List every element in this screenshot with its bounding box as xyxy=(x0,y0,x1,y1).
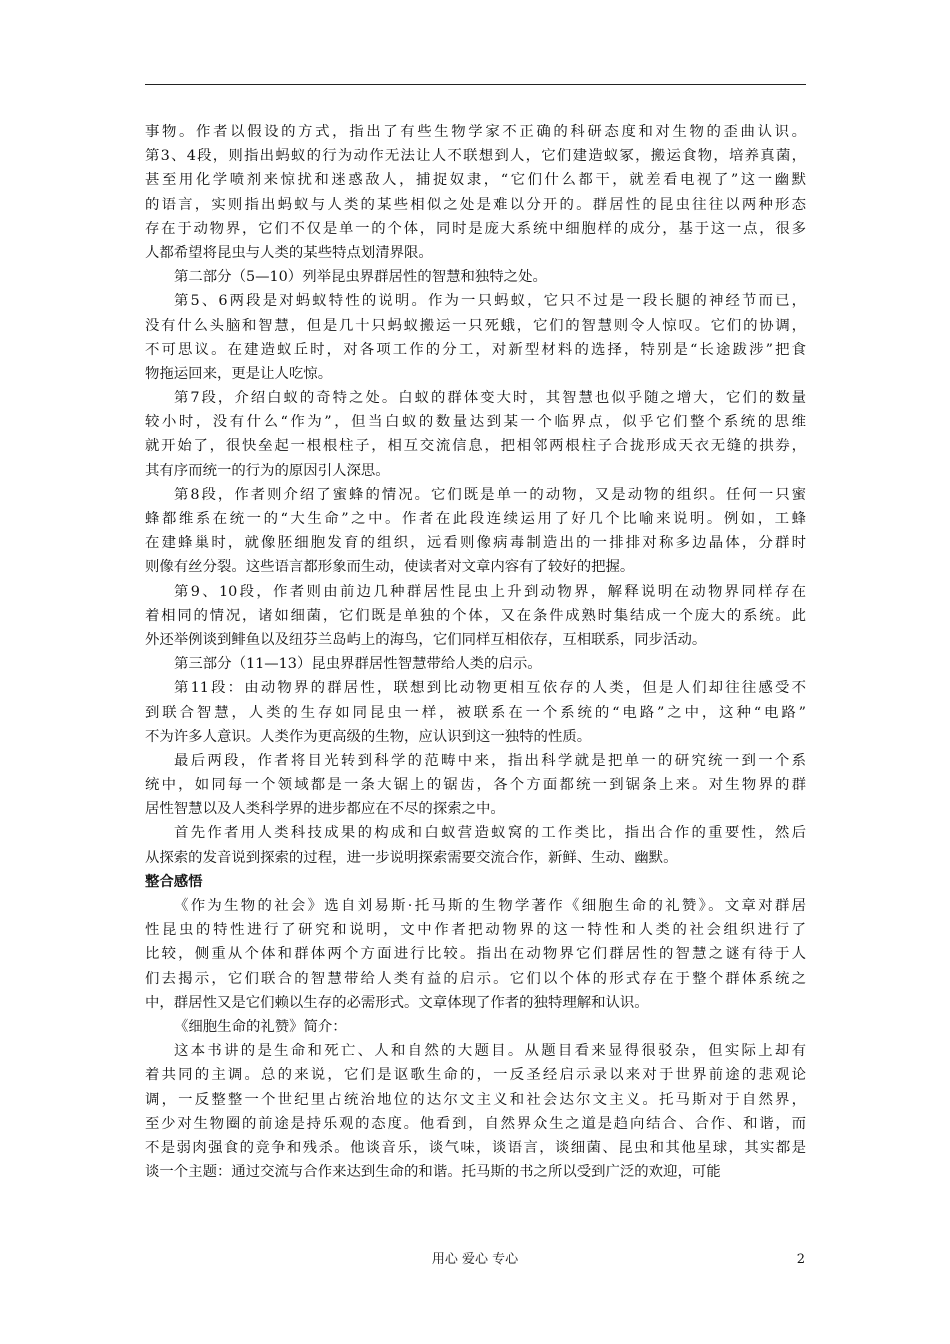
text-line: 调，一反整整一个世纪里占统治地位的达尔文主义和社会达尔文主义。托马斯对于自然界， xyxy=(145,1091,806,1108)
text-line: 的语言，实则指出蚂蚁与人类的某些相似之处是难以分开的。群居性的昆虫往往以两种形态 xyxy=(145,196,806,213)
text-line: 第7段，介绍白蚁的奇特之处。白蚁的群体变大时，其智慧也似乎随之增大，它们的数量 xyxy=(174,390,806,407)
text-line: 较小时，没有什么“作为”，但当白蚁的数量达到某一个临界点，似乎它们整个系统的思维 xyxy=(145,414,806,431)
paragraph xyxy=(145,1039,806,1184)
page-footer xyxy=(0,1250,950,1270)
document-body xyxy=(145,120,806,1184)
text-line: 性昆虫的特性进行了研究和说明，文中作者把动物界的这一特性和人类的社会组织进行了 xyxy=(145,922,806,939)
text-line: 至少对生物圈的前途是持乐观的态度。他看到，自然界众生之道是趋向结合、合作、和谐，而 xyxy=(145,1115,806,1132)
text-line: 其有序而统一的行为的原因引人深思。 xyxy=(145,462,390,479)
text-line: 甚至用化学喷剂来惊扰和迷惑敌人，捕捉奴隶，“它们什么都干，就差看电视了”这一幽默 xyxy=(145,172,806,189)
text-line: 比较，侧重从个体和群体两个方面进行比较。指出在动物界它们群居性的智慧之谜有待于人 xyxy=(145,946,806,963)
text-line: 统中，如同每一个领域都是一条大锯上的锯齿，各个方面都统一到锯条上来。对生物界的群 xyxy=(145,777,806,794)
text-line: 第11段：由动物界的群居性，联想到比动物更相互依存的人类，但是人们却往往感受不 xyxy=(174,680,806,697)
text-line: 到联合智慧，人类的生存如同昆虫一样，被联系在一个系统的“电路”之中，这种“电路” xyxy=(145,704,806,721)
text-line: 从探索的发音说到探索的过程，进一步说明探索需要交流合作，新鲜、生动、幽默。 xyxy=(145,849,678,866)
text-line: 《作为生物的社会》选自刘易斯·托马斯的生物学著作《细胞生命的礼赞》。文章对群居 xyxy=(174,898,806,914)
footer-motto: 用心 爱心 专心 xyxy=(431,1252,519,1267)
header-rule xyxy=(145,84,806,85)
text-line: 在建蜂巢时，就像胚细胞发育的组织，远看则像病毒制造出的一排排对称多边晶体，分群时 xyxy=(145,535,806,552)
paragraph xyxy=(145,749,806,822)
text-line: 存在于动物界，它们不仅是单一的个体，同时是庞大系统中细胞样的成分，基于这一点，很多 xyxy=(145,220,806,237)
text-line: 首先作者用人类科技成果的构成和白蚁营造蚁窝的工作类比，指出合作的重要性，然后 xyxy=(174,825,806,842)
paragraph xyxy=(145,580,806,653)
text-line: 着相同的情况，诸如细菌，它们既是单独的个体，又在条件成熟时集结成一个庞大的系统。此 xyxy=(145,607,806,624)
text-line: 第三部分（11—13）昆虫界群居性智慧带给人类的启示。 xyxy=(174,656,542,673)
paragraph xyxy=(145,676,806,749)
text-line: 物拖运回来，更是让人吃惊。 xyxy=(145,365,333,382)
text-line: 不可思议。在建造蚁丘时，对各项工作的分工，对新型材料的选择，特别是“长途跋涉”把食 xyxy=(145,341,806,358)
text-line: 着共同的主调。总的来说，它们是讴歌生命的，一反圣经启示录以来对于世界前途的悲观论 xyxy=(145,1067,806,1084)
paragraph xyxy=(145,1015,806,1039)
text-line: 则像有丝分裂。这些语言都形象而生动，使读者对文章内容有了较好的把握。 xyxy=(145,559,635,576)
text-line: 不为许多人意识。人类作为更高级的生物，应认识到这一独特的性质。 xyxy=(145,728,592,745)
text-line: 没有什么头脑和智慧，但是几十只蚂蚁搬运一只死蛾，它们的智慧则令人惊叹。它们的协调， xyxy=(145,317,806,334)
text-line: 不是弱肉强食的竞争和残杀。他谈音乐，谈气味，谈语言，谈细菌、昆虫和其他星球，其实都是 xyxy=(145,1139,806,1156)
paragraph xyxy=(145,652,806,676)
page-number: 2 xyxy=(796,1252,805,1267)
paragraph xyxy=(145,289,806,386)
text-line: 第3、4段，则指出蚂蚁的行为动作无法让人不联想到人，它们建造蚁冢，搬运食物，培养真菌， xyxy=(145,148,806,165)
section-heading xyxy=(145,870,806,894)
paragraph xyxy=(145,483,806,580)
text-line: 整合感悟 xyxy=(145,873,203,890)
paragraph xyxy=(145,120,806,265)
text-line: 《细胞生命的礼赞》简介： xyxy=(174,1018,347,1035)
text-line: 第二部分（5—10）列举昆虫界群居性的智慧和独特之处。 xyxy=(174,269,547,286)
text-line: 第9、10段，作者则由前边几种群居性昆虫上升到动物界，解释说明在动物界同样存在 xyxy=(174,583,806,600)
text-line: 这本书讲的是生命和死亡、人和自然的大题目。从题目看来显得很驳杂，但实际上却有 xyxy=(174,1043,806,1060)
text-line: 第5、6两段是对蚂蚁特性的说明。作为一只蚂蚁，它只不过是一段长腿的神经节而已， xyxy=(174,293,806,310)
text-line: 人都希望将昆虫与人类的某些特点划清界限。 xyxy=(145,244,433,261)
text-line: 第8段，作者则介绍了蜜蜂的情况。它们既是单一的动物，又是动物的组织。任何一只蜜 xyxy=(174,486,806,503)
text-line: 外还举例谈到鲱鱼以及纽芬兰岛屿上的海鸟，它们同样互相依存，互相联系，同步活动。 xyxy=(145,631,707,648)
paragraph xyxy=(145,894,806,1015)
text-line: 就开始了，很快垒起一根根柱子，相互交流信息，把相邻两根柱子合拢形成天衣无缝的拱券， xyxy=(145,438,806,455)
text-line: 居性智慧以及人类科学界的进步都应在不尽的探索之中。 xyxy=(145,801,505,818)
text-line: 谈一个主题：通过交流与合作来达到生命的和谐。托马斯的书之所以受到广泛的欢迎，可能 xyxy=(145,1164,721,1181)
text-line: 中，群居性又是它们赖以生存的必需形式。文章体现了作者的独特理解和认识。 xyxy=(145,994,649,1011)
text-line: 蜂都维系在统一的“大生命”之中。作者在此段连续运用了好几个比喻来说明。例如，工蜂 xyxy=(145,511,806,527)
paragraph xyxy=(145,821,806,869)
text-line: 事物。作者以假设的方式，指出了有些生物学家不正确的科研态度和对生物的歪曲认识。 xyxy=(145,124,806,140)
text-line: 们去揭示，它们联合的智慧带给人类有益的启示。它们以个体的形式存在于整个群体系统之 xyxy=(145,970,806,987)
paragraph xyxy=(145,265,806,289)
text-line: 最后两段，作者将目光转到科学的范畴中来，指出科学就是把单一的研究统一到一个系 xyxy=(174,752,806,769)
paragraph xyxy=(145,386,806,483)
